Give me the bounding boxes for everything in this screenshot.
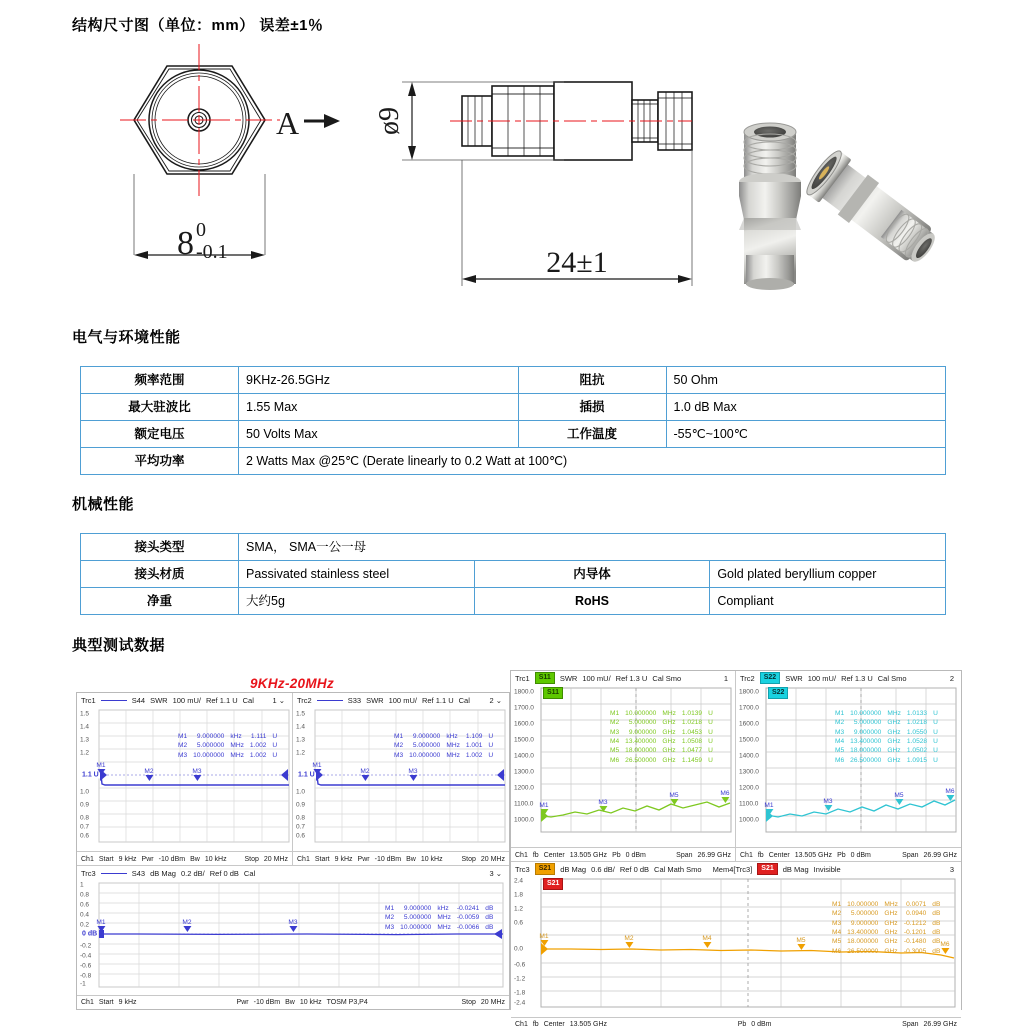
marker-m3[interactable]: M3 [823, 798, 832, 811]
vna-pane-trc2[interactable] [293, 693, 509, 851]
vna-pane-s22[interactable] [736, 671, 961, 847]
spec-label: 插损 [518, 394, 666, 421]
trace-scale: 0.2 dB/ [180, 868, 205, 878]
view-arrow-label: A [276, 105, 300, 141]
marker-m1[interactable]: M1 [96, 762, 105, 775]
plot-area-trc1[interactable] [77, 706, 292, 850]
y-tick: 2.4 [514, 877, 524, 885]
marker-m5[interactable]: M5 [669, 792, 678, 805]
table-row [81, 588, 946, 615]
trace-id: Trc1 [81, 695, 96, 705]
channel-number[interactable]: 3 [949, 864, 954, 874]
trace-ref: Ref 0 dB [209, 868, 239, 878]
spec-label: 接头材质 [81, 561, 239, 588]
y-tick: 1500.0 [514, 736, 534, 744]
y-tick: 1700.0 [514, 704, 534, 712]
y-tick: 1.2 [80, 749, 90, 757]
y-tick: 0.7 [80, 823, 90, 831]
axis-footer-trc1: Ch1 Start 9 kHz Pwr -10 dBm Bw 10 kHz Stop 20 MHz [81, 855, 288, 863]
trace-id: Trc1 [515, 673, 530, 683]
spec-label: 频率范围 [81, 367, 239, 394]
marker-table-s21 [829, 881, 943, 975]
dimensions-section-title: 结构尺寸图（单位：mm） 误差±1％ [72, 17, 324, 34]
axis-footer-s11: Ch1 fb Center 13.505 GHz Pb 0 dBm Span 26.99 GHz [515, 851, 731, 859]
y-tick: 1700.0 [739, 704, 759, 712]
channel-label: Ch1 [81, 855, 94, 863]
axis-footer-trc2: Ch1 Start 9 kHz Pwr -10 dBm Bw 10 kHz Stop 20 MHz [297, 855, 505, 863]
trace-header-s11 [511, 671, 735, 684]
y-tick: 0.0 [514, 945, 524, 953]
y-tick: 1200.0 [739, 784, 759, 792]
y-tick: 0.9 [296, 801, 306, 809]
electrical-section-title: 电气与环境性能 [72, 329, 181, 346]
trace-cal: Cal Smo [652, 673, 682, 683]
trace-format: SWR [366, 695, 384, 705]
trace-param: S33 [347, 695, 362, 705]
marker-row: M3 10.000000 MHz -0.0066 dB [385, 923, 494, 931]
marker-row: M3 9.000000 GHz -0.1212 dB [832, 919, 941, 927]
trace-ref: Ref 0 dB [619, 864, 650, 874]
y-tick: -1.2 [514, 975, 526, 983]
trace-ref: Ref 1.3 U [615, 673, 648, 683]
spec-value: Passivated stainless steel [239, 561, 475, 588]
mechanical-spec-table [80, 533, 946, 615]
y-tick: -0.8 [80, 972, 92, 980]
marker-row: M2 5.000000 MHz 1.002 U [178, 742, 278, 750]
spec-label: 平均功率 [81, 448, 239, 475]
trace-cal: Cal [243, 868, 256, 878]
table-row [81, 421, 946, 448]
trace-param-chip[interactable]: S21 [535, 863, 555, 875]
marker-table-trc2 [391, 713, 496, 779]
power-level: -10 dBm [253, 999, 281, 1006]
connector-diagonal [802, 147, 945, 273]
marker-table-trc1 [175, 713, 280, 779]
y-tick: 1.3 [296, 736, 306, 744]
plot-area-s21[interactable] [511, 875, 961, 1017]
spec-label: 额定电压 [81, 421, 239, 448]
center-frequency: 13.505 GHz [794, 851, 833, 859]
marker-m2[interactable]: M2 [360, 768, 369, 781]
marker-table-s22 [832, 690, 941, 784]
table-row [81, 561, 946, 588]
marker-m1[interactable]: M1 [539, 802, 548, 815]
chevron-down-icon: ⌄ [278, 695, 285, 705]
spec-value: SMA， SMA一公一母 [239, 534, 946, 561]
trace-format: dB Mag [150, 868, 176, 878]
trace-id: Trc3 [81, 868, 96, 878]
trace-format: SWR [559, 673, 578, 683]
start-frequency: 9 kHz [118, 855, 137, 863]
length-dim-value: 24±1 [546, 246, 608, 279]
spec-label: 工作温度 [518, 421, 666, 448]
y-tick: 1000.0 [739, 816, 759, 824]
memory-trace-state: Invisible [813, 864, 841, 874]
marker-row: M6 26.500000 GHz 1.0915 U [835, 756, 938, 764]
marker-m6[interactable]: M6 [945, 788, 954, 801]
y-tick: 1100.0 [739, 800, 759, 808]
marker-row: M4 13.400000 GHz 1.0528 U [835, 738, 938, 746]
if-bandwidth: 10 kHz [420, 855, 443, 863]
if-bandwidth: 10 kHz [299, 999, 322, 1006]
spec-label: 接头类型 [81, 534, 239, 561]
y-tick: 1.2 [296, 749, 306, 757]
marker-row: M1 10.000000 MHz 0.0071 dB [832, 900, 941, 908]
marker-row: M3 9.000000 GHz 1.0550 U [835, 728, 938, 736]
y-tick: 1300.0 [739, 768, 759, 776]
sweep-mode: fb [532, 1021, 539, 1028]
y-tick: 1200.0 [514, 784, 534, 792]
y-tick: 1.0 [296, 788, 306, 796]
marker-m1[interactable]: M1 [539, 933, 548, 946]
mechanical-section-title: 机械性能 [72, 496, 135, 513]
active-trace-chip-s22[interactable]: S22 [768, 687, 788, 699]
trace-scale: 100 mU/ [807, 673, 837, 683]
hex-tol-upper: 0 [196, 219, 206, 241]
product-photo [700, 70, 962, 290]
span-frequency: 26.99 GHz [923, 851, 957, 859]
marker-row: M3 10.000000 MHz 1.002 U [178, 751, 278, 759]
y-tick: 0.6 [80, 832, 90, 840]
channel-selector[interactable]: 1 ⌄ [272, 695, 285, 705]
trace-color-swatch [317, 700, 343, 701]
y-tick: 1.4 [296, 723, 306, 731]
connector-vertical [739, 123, 801, 290]
channel-label: Ch1 [740, 851, 753, 859]
marker-row: M1 9.000000 kHz 1.109 U [394, 732, 494, 740]
axis-footer-s21: Ch1 fb Center 13.505 GHz Pb 0 dBm Span 26.99 GHz [511, 1017, 961, 1030]
trace-format: SWR [785, 673, 803, 683]
marker-row: M1 9.000000 kHz 1.111 U [178, 732, 278, 740]
spec-value: 50 Ohm [666, 367, 946, 394]
spec-value: 1.0 dB Max [666, 394, 946, 421]
marker-m5[interactable]: M5 [894, 792, 903, 805]
table-row [81, 367, 946, 394]
marker-table-s11 [607, 690, 716, 784]
y-tick: 0.6 [296, 832, 306, 840]
y-tick: -0.6 [80, 962, 92, 970]
table-row [81, 534, 946, 561]
marker-m3[interactable]: M3 [598, 799, 607, 812]
power-level: -10 dBm [158, 855, 186, 863]
reference-level-label: 1.1 U [298, 771, 315, 779]
sweep-mode: fb [757, 851, 764, 859]
y-tick: 1600.0 [514, 720, 534, 728]
active-trace-chip-s21[interactable]: S21 [543, 878, 563, 890]
spec-value: Compliant [710, 588, 946, 615]
marker-row: M5 18.000000 GHz 1.0477 U [610, 747, 713, 755]
y-tick: 1 [80, 881, 84, 889]
spec-value: 大约5g [239, 588, 475, 615]
y-tick: 0.8 [80, 891, 90, 899]
marker-m2[interactable]: M2 [182, 919, 191, 932]
spec-value: 1.55 Max [239, 394, 519, 421]
plot-area-trc2[interactable] [293, 706, 509, 850]
frequency-range-label: 9KHz-20MHz [250, 676, 335, 691]
marker-row: M4 13.400000 GHz -0.1201 dB [832, 929, 941, 937]
trace-scale: 100 mU/ [172, 695, 201, 705]
y-tick: 1.4 [80, 723, 90, 731]
trace-header-s21 [511, 862, 961, 875]
y-tick: 1400.0 [739, 752, 759, 760]
trace-header-trc3 [77, 866, 509, 879]
stop-frequency: 20 MHz [263, 855, 288, 863]
marker-row: M1 10.000000 MHz 1.0139 U [610, 709, 713, 717]
spec-value: Gold plated beryllium copper [710, 561, 946, 588]
plot-area-s22[interactable] [736, 684, 961, 846]
channel-label: Ch1 [515, 1021, 528, 1028]
hex-flat-dim-value: 8 [177, 225, 194, 262]
vna-pane-s11[interactable] [511, 671, 736, 847]
port-power: 0 dBm [850, 851, 871, 859]
vna-pane-trc3[interactable] [77, 865, 509, 1008]
spec-value: 9KHz-26.5GHz [239, 367, 519, 394]
vna-screenshot-high-band[interactable] [510, 670, 962, 1028]
spec-label: 内导体 [474, 561, 710, 588]
channel-selector[interactable]: 2 ⌄ [489, 695, 502, 705]
y-tick: 0.7 [296, 823, 306, 831]
chevron-down-icon: ⌄ [495, 695, 502, 705]
table-row [81, 448, 946, 475]
vna-pane-s21[interactable] [511, 861, 961, 1030]
marker-m6[interactable]: M6 [720, 790, 729, 803]
table-row [81, 394, 946, 421]
marker-row: M2 5.000000 GHz 1.0218 U [610, 719, 713, 727]
marker-m6[interactable]: M6 [940, 941, 949, 954]
port-power: 0 dBm [625, 851, 646, 859]
y-tick: 1.3 [80, 736, 90, 744]
y-tick: -1.8 [514, 989, 526, 997]
y-tick: 0.9 [80, 801, 90, 809]
trace-param: S44 [131, 695, 146, 705]
electrical-spec-table [80, 366, 946, 475]
trace-ref: Ref 1.1 U [205, 695, 238, 705]
spec-value: 2 Watts Max @25℃ (Derate linearly to 0.2 Watt at 100℃) [239, 448, 946, 475]
marker-row: M4 13.400000 GHz 1.0508 U [610, 738, 713, 746]
marker-row: M2 5.000000 GHz 0.0940 dB [832, 910, 941, 918]
trace-header-trc2 [293, 693, 509, 706]
plot-area-trc3[interactable] [77, 879, 509, 995]
y-tick: 1.0 [80, 788, 90, 796]
y-tick: 1.2 [514, 905, 524, 913]
y-tick: 1800.0 [739, 688, 759, 696]
chevron-down-icon: ⌄ [495, 868, 502, 878]
marker-row: M5 18.000000 GHz 1.0502 U [835, 747, 938, 755]
y-tick: -1 [80, 980, 86, 988]
y-tick: 0.6 [80, 901, 90, 909]
axis-footer-trc3: Ch1 Start 9 kHz Pwr -10 dBm Bw 10 kHz TOSM P3,P4 Stop 20 MHz [77, 995, 509, 1008]
y-tick: -2.4 [514, 999, 526, 1007]
marker-m5[interactable]: M5 [796, 937, 805, 950]
marker-m2[interactable]: M2 [144, 768, 153, 781]
spec-label: 净重 [81, 588, 239, 615]
marker-m1[interactable]: M1 [96, 919, 105, 932]
reference-level-label: 1.1 U [82, 771, 99, 779]
y-tick: 0.2 [80, 921, 90, 929]
trace-id: Trc3 [515, 864, 530, 874]
trace-scale: 100 mU/ [582, 673, 611, 683]
sweep-mode: fb [532, 851, 539, 859]
trace-param-chip[interactable]: S22 [760, 672, 780, 684]
marker-row: M5 18.000000 GHz -0.1480 dB [832, 938, 941, 946]
y-tick: 1400.0 [514, 752, 534, 760]
marker-row: M2 5.000000 MHz 1.001 U [394, 742, 494, 750]
trace-ref: Ref 1.1 U [421, 695, 454, 705]
spec-label: 最大驻波比 [81, 394, 239, 421]
trace-cal: Cal Math Smo [654, 864, 702, 874]
power-level: -10 dBm [374, 855, 402, 863]
marker-row: M2 5.000000 GHz 1.0218 U [835, 719, 938, 727]
trace-format: SWR [150, 695, 168, 705]
y-tick: 0.4 [80, 911, 90, 919]
marker-row: M1 9.000000 kHz -0.0241 dB [385, 904, 494, 912]
y-tick: 1.5 [80, 710, 90, 718]
marker-row: M3 9.000000 GHz 1.0453 U [610, 728, 713, 736]
memory-trace-chip[interactable]: S21 [757, 863, 777, 875]
y-tick: 1800.0 [514, 688, 534, 696]
memory-trace-format: dB Mag [782, 864, 809, 874]
marker-m2[interactable]: M2 [624, 935, 633, 948]
marker-row: M2 5.000000 MHz -0.0059 dB [385, 914, 494, 922]
channel-number[interactable]: 2 [949, 673, 954, 683]
diameter-dim-value: ø9 [374, 107, 405, 135]
y-tick: -0.4 [80, 952, 92, 960]
channel-number[interactable]: 1 [723, 673, 728, 683]
vna-screenshot-low-band[interactable] [76, 692, 510, 1010]
marker-row: M1 10.000000 MHz 1.0133 U [835, 709, 938, 717]
trace-param: S43 [131, 868, 146, 878]
marker-m1[interactable]: M1 [764, 802, 773, 815]
y-tick: 1000.0 [514, 816, 534, 824]
memory-trace-label: Mem4[Trc3] [712, 864, 753, 874]
stop-frequency: 20 MHz [480, 855, 505, 863]
y-tick: 1.5 [296, 710, 306, 718]
plot-area-s11[interactable] [511, 684, 735, 846]
spec-label: 阻抗 [518, 367, 666, 394]
trace-id: Trc2 [297, 695, 312, 705]
marker-row: M3 10.000000 MHz 1.002 U [394, 751, 494, 759]
center-frequency: 13.505 GHz [569, 851, 608, 859]
trace-param-chip[interactable]: S11 [535, 672, 555, 684]
trace-cal: Cal [458, 695, 470, 705]
center-frequency: 13.505 GHz [569, 1021, 608, 1028]
stop-frequency: 20 MHz [480, 999, 505, 1006]
marker-m3[interactable]: M3 [192, 768, 201, 781]
channel-label: Ch1 [81, 999, 94, 1006]
spec-value: 50 Volts Max [239, 421, 519, 448]
y-tick: -0.2 [80, 942, 92, 950]
cal-method: TOSM P3,P4 [326, 999, 368, 1006]
span-frequency: 26.99 GHz [697, 851, 731, 859]
trace-header-s22 [736, 671, 961, 684]
marker-m4[interactable]: M4 [702, 935, 711, 948]
y-tick: 1500.0 [739, 736, 759, 744]
trace-color-swatch [101, 700, 127, 701]
trace-ref: Ref 1.3 U [841, 673, 873, 683]
port-power: 0 dBm [751, 1021, 772, 1028]
trace-color-swatch [101, 873, 127, 874]
channel-selector[interactable]: 3 ⌄ [489, 868, 502, 878]
trace-scale: 100 mU/ [388, 695, 417, 705]
start-frequency: 9 kHz [334, 855, 353, 863]
start-frequency: 9 kHz [118, 999, 137, 1006]
trace-id: Trc2 [740, 673, 755, 683]
if-bandwidth: 10 kHz [204, 855, 227, 863]
y-tick: 1100.0 [514, 800, 534, 808]
marker-m3[interactable]: M3 [408, 768, 417, 781]
axis-footer-s22: Ch1 fb Center 13.505 GHz Pb 0 dBm Span 26.99 GHz [740, 851, 957, 859]
trace-format: dB Mag [560, 864, 587, 874]
active-trace-chip-s11[interactable]: S11 [543, 687, 563, 699]
marker-m3[interactable]: M3 [288, 919, 297, 932]
spec-label: RoHS [474, 588, 710, 615]
trace-scale: 0.6 dB/ [591, 864, 615, 874]
marker-row: M6 26.500000 GHz -0.3005 dB [832, 947, 941, 955]
marker-m1[interactable]: M1 [312, 762, 321, 775]
spec-value: -55℃~100℃ [666, 421, 946, 448]
y-tick: 1600.0 [739, 720, 759, 728]
trace-cal: Cal Smo [877, 673, 907, 683]
channel-label: Ch1 [515, 851, 528, 859]
channel-label: Ch1 [297, 855, 310, 863]
y-tick: 0.8 [296, 814, 306, 822]
y-tick: 0.8 [80, 814, 90, 822]
trace-header-trc1 [77, 693, 292, 706]
y-tick: 1.8 [514, 891, 524, 899]
marker-table-trc3 [382, 885, 496, 951]
y-tick: 0.6 [514, 919, 524, 927]
vna-pane-trc1[interactable] [77, 693, 293, 851]
test-data-section-title: 典型测试数据 [72, 637, 166, 654]
span-frequency: 26.99 GHz [923, 1021, 957, 1028]
trace-cal: Cal [242, 695, 254, 705]
y-tick: 1300.0 [514, 768, 534, 776]
dimension-drawing [72, 48, 692, 300]
reference-level-label: 0 dB [82, 930, 98, 938]
marker-row: M6 26.500000 GHz 1.1459 U [610, 756, 713, 764]
hex-tol-lower: -0.1 [196, 241, 228, 263]
y-tick: -0.6 [514, 961, 526, 969]
